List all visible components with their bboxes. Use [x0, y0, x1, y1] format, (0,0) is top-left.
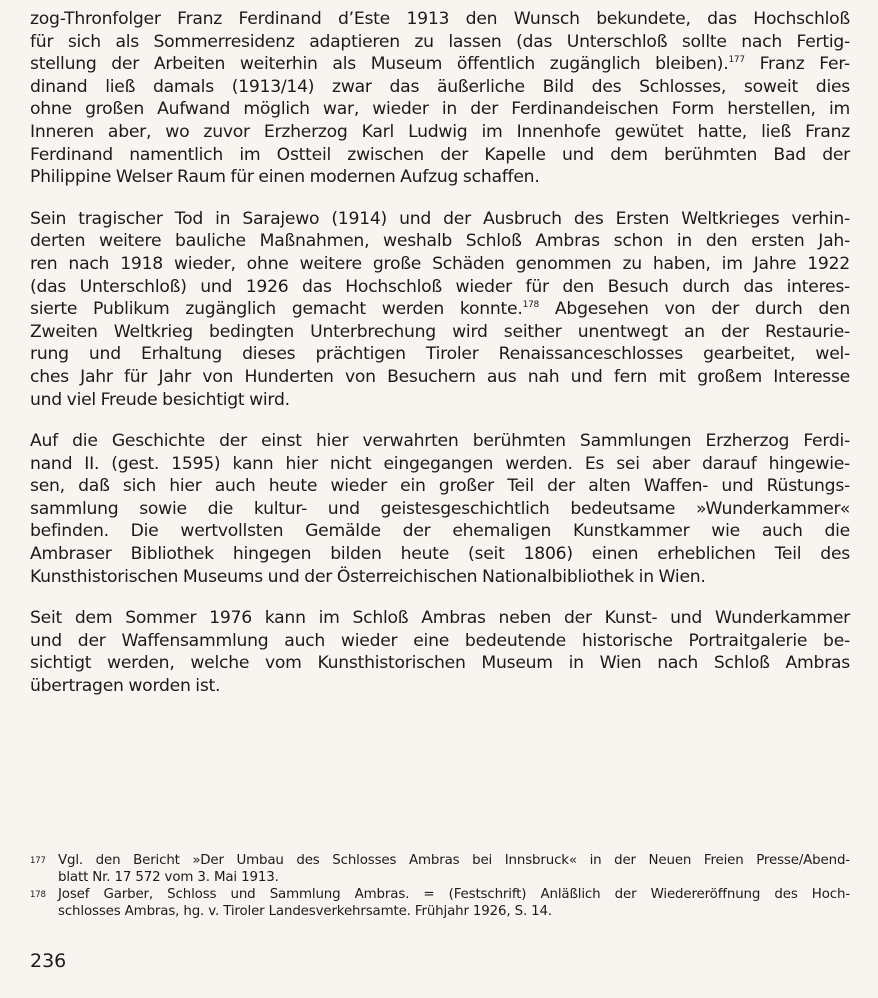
text-line: rung und Erhaltung dieses prächtigen Tiroler Renaissanceschlosses gearbeitet, wel- [30, 344, 850, 365]
main-text [30, 8, 850, 717]
text-fragment: Abgesehen von der durch den [539, 299, 850, 320]
text-line: Sein tragischer Tod in Sarajewo (1914) und der Ausbruch des Ersten Weltkrieges verhin- [30, 208, 850, 229]
footnote-line: Josef Garber, Schloss und Sammlung Ambras. = (Festschrift) Anläßlich der Wiedereröffnung des Hoch- [58, 887, 850, 902]
text-line: sammlung sowie die kultur- und geistesgeschichtlich bedeutsame »Wunderkammer« [30, 498, 850, 519]
text-line: Inneren aber, wo zuvor Erzherzog Karl Ludwig im Innenhofe gewütet hatte, ließ Franz [30, 121, 850, 142]
footnote-number: 178 [30, 890, 46, 900]
footnote-line: schlosses Ambras, hg. v. Tiroler Landesverkehrsamte. Frühjahr 1926, S. 14. [58, 904, 553, 919]
footnote-number: 177 [30, 856, 46, 866]
text-fragment: sierte Publikum zugänglich gemacht werden konnte. [30, 299, 523, 320]
paragraph-4 [30, 607, 850, 697]
text-line: nand II. (gest. 1595) kann hier nicht eingegangen werden. Es sei aber darauf hingewie- [30, 453, 850, 474]
paragraph-3 [30, 430, 850, 588]
text-line: Zweiten Weltkrieg bedingten Unterbrechung wird seither unentwegt an der Restaurie- [30, 321, 850, 342]
text-line: Auf die Geschichte der einst hier verwahrten berühmten Sammlungen Erzherzog Ferdi- [30, 431, 850, 452]
text-line: übertragen worden ist. [30, 676, 221, 697]
text-line: Ambraser Bibliothek hingegen bilden heute (seit 1806) einen erheblichen Teil des [30, 544, 850, 565]
footnote-177 [30, 852, 850, 886]
text-line: und viel Freude besichtigt wird. [30, 389, 290, 410]
paragraph-2 [30, 208, 850, 411]
footnote-178 [30, 886, 850, 920]
text-line: ches Jahr für Jahr von Hunderten von Besuchern aus nah und fern mit großem Interesse [30, 366, 850, 387]
page-number: 236 [30, 950, 67, 972]
text-line [30, 53, 850, 76]
footnote-line: blatt Nr. 17 572 vom 3. Mai 1913. [58, 870, 279, 885]
footnote-ref-177[interactable]: 177 [728, 55, 745, 66]
footnote-line: Vgl. den Bericht »Der Umbau des Schlosses Ambras bei Innsbruck« in der Neuen Freien Presse/Abend- [58, 853, 850, 868]
text-line: Seit dem Sommer 1976 kann im Schloß Ambras neben der Kunst- und Wunderkammer [30, 608, 850, 629]
text-fragment: stellung der Arbeiten weiterhin als Museum öffentlich zugänglich bleiben). [30, 54, 729, 75]
text-line: ohne großen Aufwand möglich war, wieder in der Ferdinandeischen Form herstellen, im [30, 99, 850, 120]
text-line [30, 298, 850, 321]
paragraph-1 [30, 8, 850, 189]
text-line: für sich als Sommerresidenz adaptieren zu lassen (das Unterschloß sollte nach Fertig- [30, 31, 850, 52]
text-line: sen, daß sich hier auch heute wieder ein großer Teil der alten Waffen- und Rüstungs- [30, 476, 850, 497]
footnote-ref-178[interactable]: 178 [522, 300, 540, 311]
footnote-text [58, 886, 850, 920]
text-line: befinden. Die wertvollsten Gemälde der ehemaligen Kunstkammer wie auch die [30, 521, 850, 542]
text-line: Philippine Welser Raum für einen modernen Aufzug schaffen. [30, 167, 540, 188]
text-line: derten weitere bauliche Maßnahmen, weshalb Schloß Ambras schon in den ersten Jah- [30, 231, 850, 252]
footnote-text [58, 852, 850, 886]
text-fragment: Franz Fer- [744, 54, 850, 75]
text-line: sichtigt werden, welche vom Kunsthistorischen Museum in Wien nach Schloß Ambras [30, 653, 850, 674]
text-line: und der Waffensammlung auch wieder eine bedeutende historische Portraitgalerie be- [30, 630, 850, 651]
text-line: zog-Thronfolger Franz Ferdinand d’Este 1913 den Wunsch bekundete, das Hochschloß [30, 9, 850, 29]
text-line: (das Unterschloß) und 1926 das Hochschloß wieder für den Besuch durch das interes- [30, 276, 850, 297]
text-line: dinand ließ damals (1913/14) zwar das äußerliche Bild des Schlosses, soweit dies [30, 76, 850, 97]
text-line: ren nach 1918 wieder, ohne weitere große Schäden genommen zu haben, im Jahre 1922 [30, 253, 850, 274]
footnotes [30, 852, 850, 920]
text-line: Ferdinand namentlich im Ostteil zwischen der Kapelle und dem berühmten Bad der [30, 144, 850, 165]
text-line: Kunsthistorischen Museums und der Österreichischen Nationalbibliothek in Wien. [30, 566, 706, 587]
